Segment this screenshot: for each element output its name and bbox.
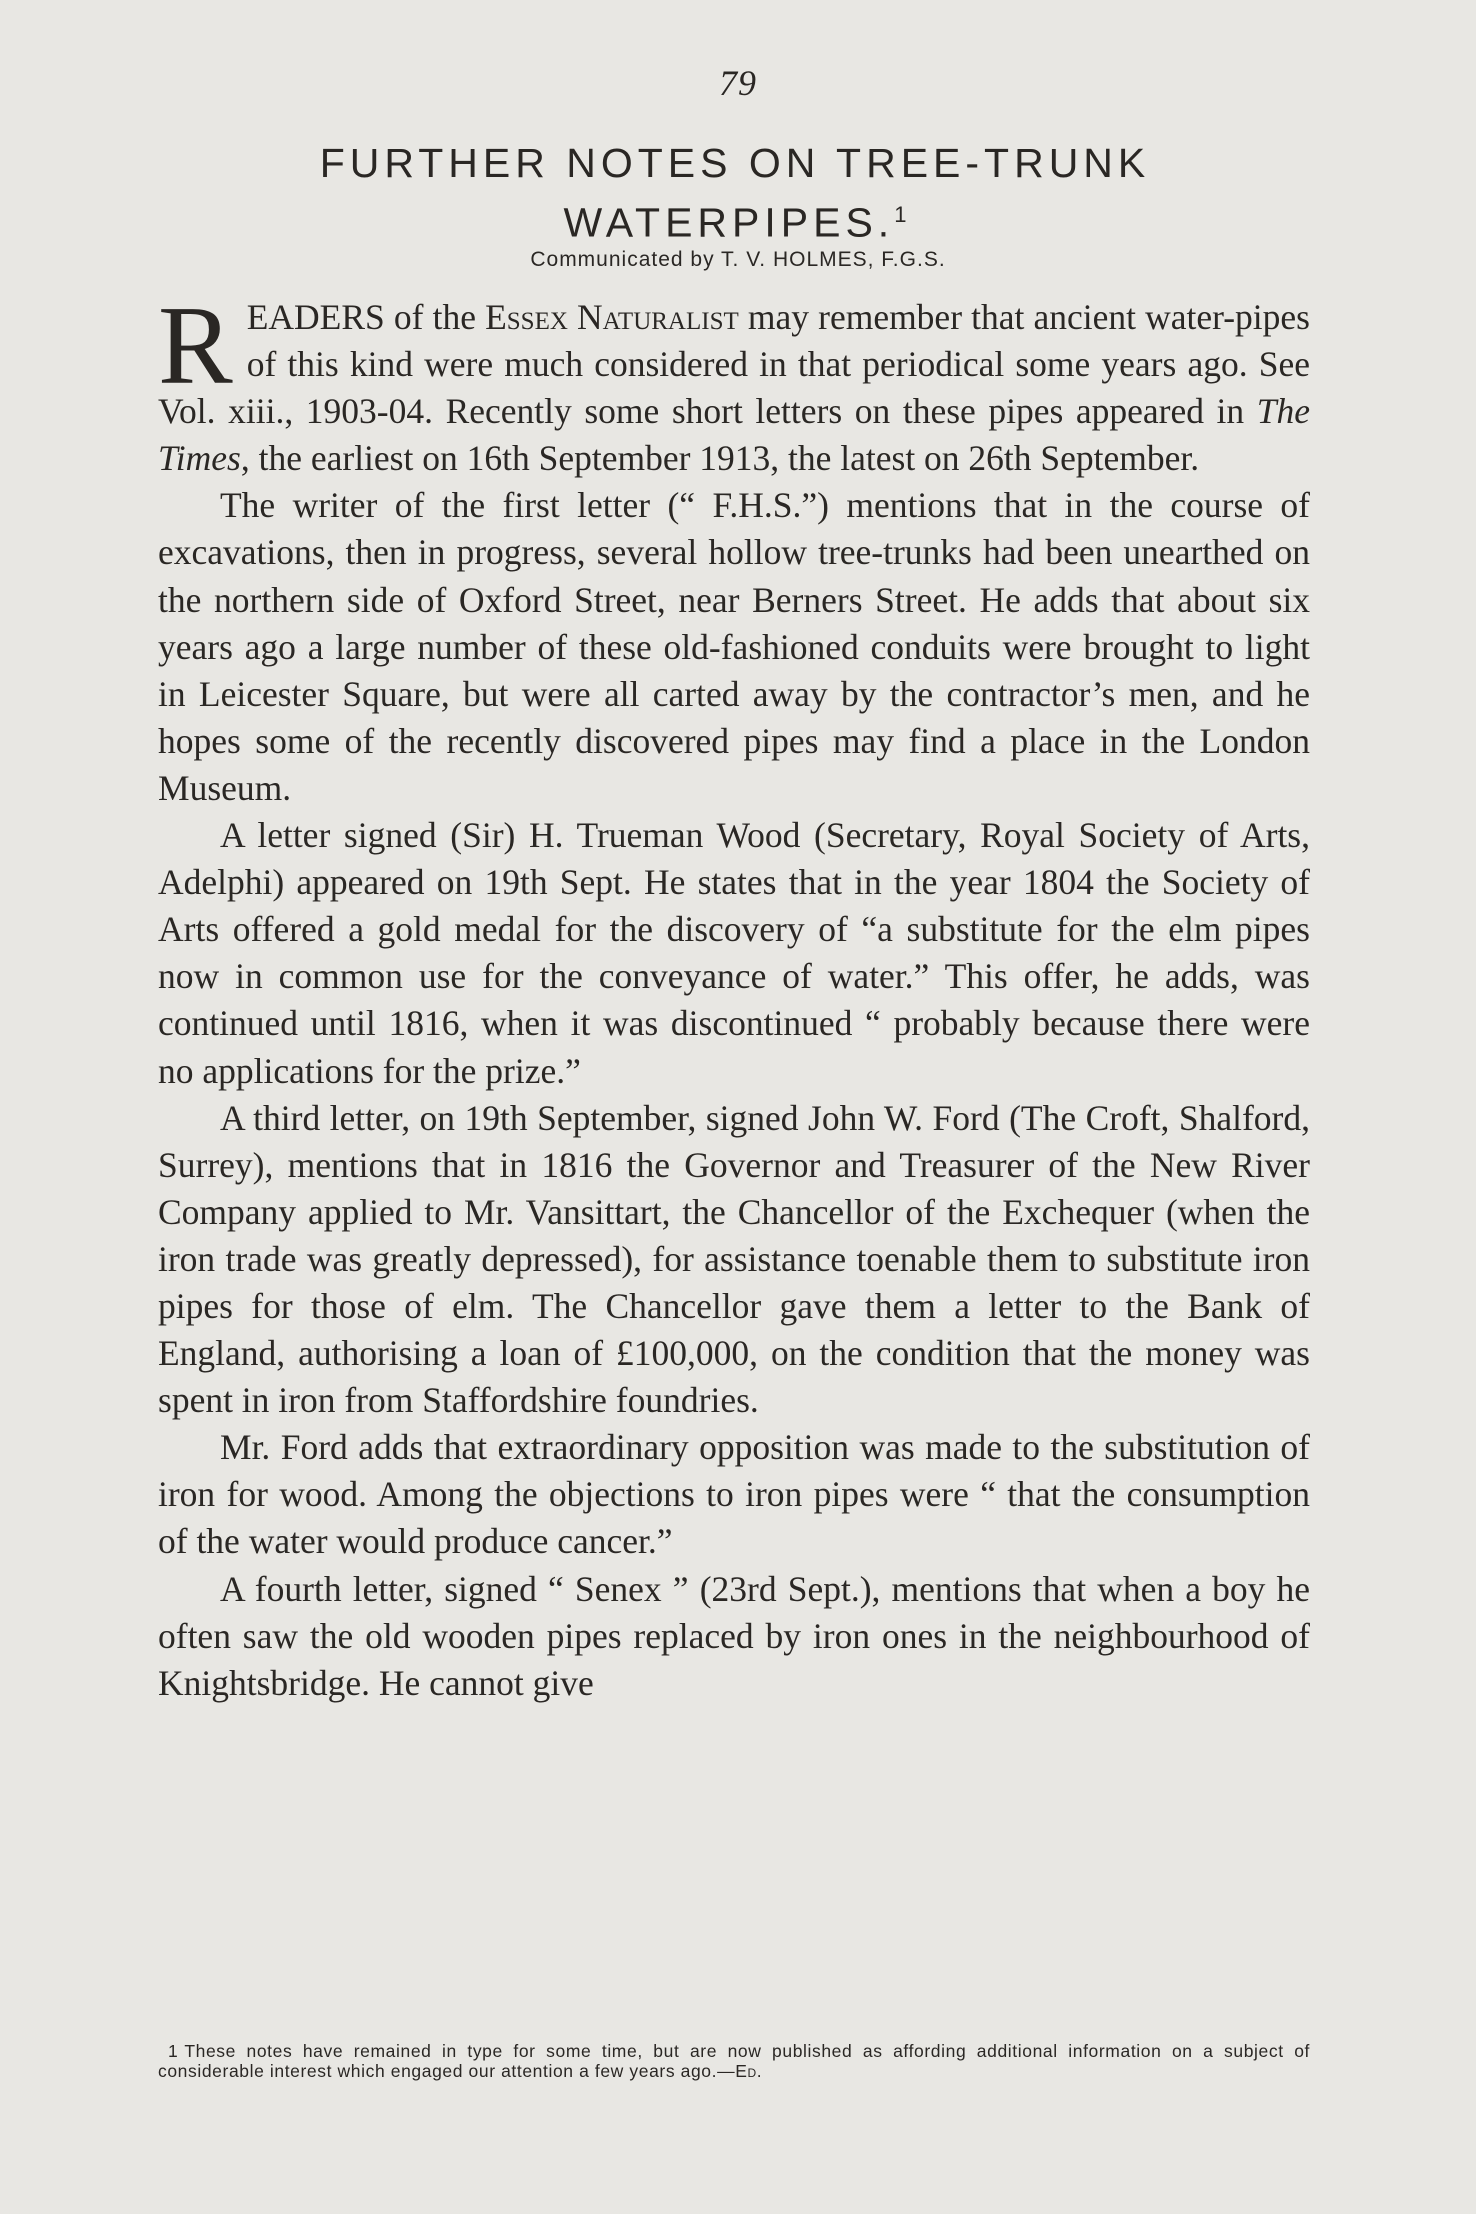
paragraph-1-lead: EADERS of the [246,297,486,337]
footnote [158,2041,1310,2081]
newspaper-name: The Times [158,391,1310,479]
drop-cap: R [158,284,233,408]
paragraph-4: A third letter, on 19th September, signed John W. Ford (The Croft, Shalford, Surrey), mentions that in 1816 the Governor and Treasurer of the New River Company applied to Mr. Vansittart, the Chancellor of the Exchequer (when the iron trade was greatly depressed), for assistance toenable them to substitute iron pipes for those of elm. The Chancellor gave them a letter to the Bank of England, authorising a loan of £100,000, on the condition that the money was spent in iron from Staffordshire foundries. [158,1097,1310,1421]
paragraph-1-text-b: , the earliest on 16th September 1913, the latest on 26th September. [240,438,1200,479]
paragraph-1-text-a: may remember that ancient water-pipes of this kind were much considered in that periodical some years ago. See Vol. xiii., 1903-04. Recently some short letters on these pipes appeared in [158,297,1310,432]
page-number: 79 [719,63,757,103]
footnote-editor: Ed. [735,2061,763,2081]
paragraph-5: Mr. Ford adds that extraordinary opposition was made to the substitution of iron for wood. Among the objections to iron pipes were “ that the consumption of the water would produce cancer.” [158,1427,1310,1562]
title-footnote-mark: 1 [894,202,907,227]
article-title [160,137,1310,249]
title-line-2 [160,189,1310,249]
article-body [158,284,1310,1707]
footnote-text: These notes have remained in type for some time, but are now published as affording additional information on a subject of considerable interest which engaged our attention a few years ago.— [158,2041,1310,2081]
title-line-2-text: WATERPIPES. [563,199,895,246]
paragraph-1 [158,284,1310,482]
journal-name: Essex Naturalist [485,297,739,337]
paragraph-3: A letter signed (Sir) H. Trueman Wood (Secretary, Royal Society of Arts, Adelphi) appeared on 19th Sept. He states that in the year 1804 the Society of Arts offered a gold medal for the discovery of “a substitute for the elm pipes now in common use for the conveyance of water.” This offer, he adds, was continued until 1816, when it was discontinued “ probably because there were no applications for the prize.” [158,815,1310,1091]
footnote-mark: 1 [168,2041,179,2061]
paragraph-2: The writer of the first letter (“ F.H.S.”) mentions that in the course of excavations, then in progress, several hollow tree-trunks had been unearthed on the northern side of Oxford Street, near Berners Street. He adds that about six years ago a large number of these old-fashioned conduits were brought to light in Leicester Square, but were all carted away by the contractor’s men, and he hopes some of the recently discovered pipes may find a place in the London Museum. [158,485,1310,808]
title-line-1: FURTHER NOTES ON TREE-TRUNK [319,140,1151,186]
byline: Communicated by T. V. HOLMES, F.G.S. [530,248,946,271]
paragraph-6: A fourth letter, signed “ Senex ” (23rd Sept.), mentions that when a boy he often saw the old wooden pipes replaced by iron ones in the neighbourhood of Knightsbridge. He cannot give [158,1568,1310,1703]
